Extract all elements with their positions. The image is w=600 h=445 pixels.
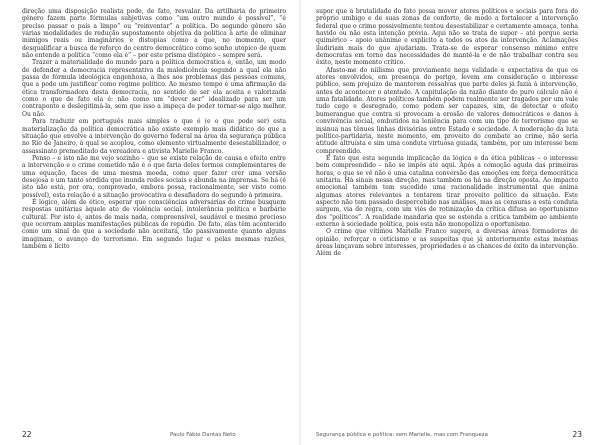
page-number: 22 [22,430,32,439]
page-number: 23 [572,430,582,439]
paragraph: O crime que vitimou Marielle Franco sugere, a diversas áreas formadoras de opinião, reforçar o ceticismo e as suspeitas que já anteriormente estas mesmas áreas lançavam sobre interesses, propriedades e as chances de êxito da intervenção. Além de [316,228,578,258]
right-page [300,0,600,445]
paragraph: Para traduzir em português mais simples o que é (e o que pode ser) esta materialização da política democrática não existe exemplo mais didático do que a situação que envolve a intervenção do governo federal na área da segurança pública no Rio de Janeiro, à qual se acoplou, como elemento virtualmente desestabilizador, o assassinato premeditado da vereadora e ativista Marielle Franco. [22,118,286,155]
paragraph: É fato que esta segunda implicação da lógica e da ética públicas – o interesse bem compreendido – não se impôs até aqui. Após a comoção aguda das primeiras horas, o que se vê não é uma catalina conversão das emoções em força democrática unitária. Há sinais nessa direção, mas também os há na direção oposta. Ao impacto emocional também tem sucedido uma racionalidade instrumental que anima algumas atores relevantes a tentarem tirar proveito político da situação. Este aspecto não tem passado despercebido nas análises, mas as censuras a esta conduta surgem, via de regra, com um viés de rotinização da crítica difusa ao oportunismo dos “políticos”. A realidade mandaria que se estenda a crítica também ao ambiente externo à sociedade política, pois esta não monopoliza o oportunismo. [316,154,578,228]
paragraph: Penso – e isto não me vejo sozinho – que se existe relação de causa e efeito entre a intervenção e o crime cometido não é o que faria deles termos complementares de uma equação, faces de uma mesma moeda, como quer fazer crer uma versão desejosa e um tanto sórdida que inunda redes sociais e abunda na imprensa. Se há (é isto não está, por ora, comprovado, embora possa, racionalmente, ser visto como possível), esta relação é a situação provocativa e desafiadora do segundo à primeira. [22,154,286,199]
running-footer: Paulo Fábio Dantas Neto [170,432,236,438]
paragraph: Trazer a materialidade do mundo para a política democrática é, então, um modo de defender a democracia representativa da maledicência segundo a qual ela não passa de fórmula ideológica engenhosa, a lhes aos problemas das pessoas comuns, que a pode um justificar como regime político. Ao mesmo tempo é uma afirmação da ética transformadora desta democracia, no sentido de ser ela aceita e valorizada como o que de fato ela é: não como um “dever ser” idealizado para ser um contraponto e deslegitimá-la, sem que isso a impeça de poder tornar-se algo melhor. Ou não. [22,59,286,118]
paragraph: direção uma disposição realista pode, de fato, resvalar. Da artilharia do primeiro gênero fazem parte fórmulas subjetivas como “um outro mundo é possível”, “é preciso passar o país a limpo” ou “reinventar” a política. Do segundo gênero são várias modalidades de redução supostamente objetiva da política à arte de eliminar inimigos reais ou imaginários e distopias como a que, no momento, quer desqualificar a busca de reforço do centro democrático como sonho utópico de quem não entende a política “como ela é” – por este prisma distópico – sempre será. [22,8,286,60]
paragraph: supor que a brutalidade do fato possa mover atores políticos e sociais para fora do próprio umbigo e de suas zonas de conforto, de modo a fortalecer a intervenção federal que o crime possivelmente tentou desestabilizar e certamente ameaça, tenha havido ou não esta intenção prévia. Aqui não se trata de supor – até porque seria quimérico – apoio unânime e explícito a todos os atos da intervenção. Aclamações iludiriam mais do que ajudariam. Trata-se de esperar consenso mínimo entre democratas em torno das necessidades de mantê-la e de não trabalhar contra seu êxito, neste momento crítico. [316,8,578,67]
left-page-body [22,8,286,250]
paragraph: É lógico, além de ético, esperar que consciências adversárias do crime busquem respostas unitárias àquele ato de violência social, intolerância política e barbárie cultural. Por isto é, antes de mais nada, compreensível, saudável e mesmo precioso que ocorram amplas manifestações públicas de repúdio. De fato, elas têm acontecido como um sinal de que a sociedade não aceitará, tão passivamente quanto alguns imaginam, o avanço do terrorismo. Em segundo lugar e pelas mesmas razões, também é lícito [22,198,286,250]
paragraph: Afasto-me do niilismo que previamente nega validade e expectativa de que os atores envolvidos, em presença do perigo, levem em consideração o interesse público, sem prejuízo de manterem ressalvas que parte deles já fazia à intervenção, antes de acontecer o atentado. A capitulação da razão diante do puro cálculo não é uma fatalidade. Atores políticos também podem realmente ser tragados por um vale tudo cego e desregrado, como podem ser capazes, sim, de detectar o efeito bumerangue que contra si provocam a erosão de valores democráticos e danos à convivência social, embutidos na leniência para com um tipo de terrorismo que se insinua nas tênues linhas divisórias entre Estado e sociedade. A moderação da luta político-partidária, neste momento, em proveito do combate ao crime, não seria atitude altruísta e sim uma conduta virtuosa guiada, também, por um interesse bem compreendido. [316,66,578,155]
right-page-body [316,8,578,258]
running-footer: Segurança pública e política: sem Marielle, mas com Franqueza [316,432,488,438]
